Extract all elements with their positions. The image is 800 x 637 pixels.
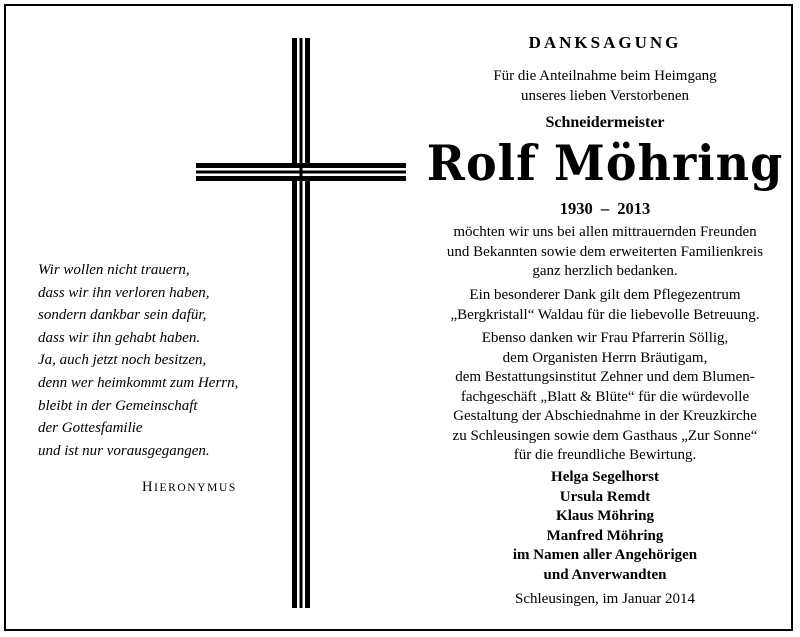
special-thanks-text [418, 286, 792, 325]
intro-line: Für die Anteilnahme beim Heimgang [493, 68, 717, 84]
poem-line: denn wer heimkommt zum Herrn, [38, 374, 239, 391]
life-years: 1930 – 2013 [559, 199, 651, 218]
place-date: Schleusingen, im Januar 2014 [515, 591, 695, 607]
also-line: fachgeschäft „Blatt & Blüte“ für die würdevolle [460, 388, 750, 405]
also-line: Ebenso danken wir Frau Pfarrerin Söllig, [481, 330, 729, 346]
signer: Helga Segelhorst [551, 469, 659, 485]
deceased-name: Rolf Möhring [426, 134, 784, 192]
further-thanks-text [418, 329, 792, 466]
poem-line: sondern dankbar sein dafür, [38, 307, 207, 324]
notice-heading: DANKSAGUNG [528, 33, 682, 52]
poem-line: und ist nur vorausgegangen. [38, 442, 210, 459]
also-line: für die freundliche Bewirtung. [513, 447, 697, 463]
also-line: dem Bestattungsinstitut Zehner und dem Blumen- [455, 369, 755, 385]
poem-line: dass wir ihn verloren haben, [38, 284, 210, 301]
intro-text [418, 67, 792, 106]
thanks-line: und Bekannten sowie dem erweiterten Familienkreis [446, 243, 764, 260]
also-line: dem Organisten Herrn Bräutigam, [502, 349, 708, 366]
signer: und Anverwandten [543, 566, 667, 583]
deceased-profession: Schneidermeister [545, 114, 665, 131]
poem-line: Wir wollen nicht trauern, [38, 262, 190, 278]
poem-line: dass wir ihn gehabt haben. [38, 329, 201, 346]
special-line: Ein besonderer Dank gilt dem Pflegezentrum [469, 287, 741, 303]
thanks-line: möchten wir uns bei allen mittrauernden Freunden [453, 224, 757, 240]
poem-line: der Gottesfamilie [38, 420, 143, 437]
poem-line: bleibt in der Gemeinschaft [38, 397, 198, 414]
signers [418, 468, 792, 585]
special-line: „Bergkristall“ Waldau für die liebevolle Betreuung. [450, 306, 760, 323]
thanks-line: ganz herzlich bedanken. [532, 263, 678, 279]
signer: im Namen aller Angehörigen [512, 547, 698, 563]
signer: Ursula Remdt [559, 488, 651, 505]
author-rest: IERONYMUS [154, 482, 237, 494]
also-line: Gestaltung der Abschiednahme in der Kreuzkirche [453, 408, 757, 424]
also-line: zu Schleusingen sowie dem Gasthaus „Zur Sonne“ [452, 427, 758, 444]
poem-author [142, 479, 237, 496]
author-initial: H [142, 479, 155, 495]
poem-line: Ja, auch jetzt noch besitzen, [38, 352, 207, 369]
signer: Klaus Möhring [556, 508, 654, 524]
signer: Manfred Möhring [546, 527, 664, 544]
poem [38, 259, 298, 462]
thanks-text [418, 223, 792, 282]
intro-line: unseres lieben Verstorbenen [520, 87, 689, 104]
